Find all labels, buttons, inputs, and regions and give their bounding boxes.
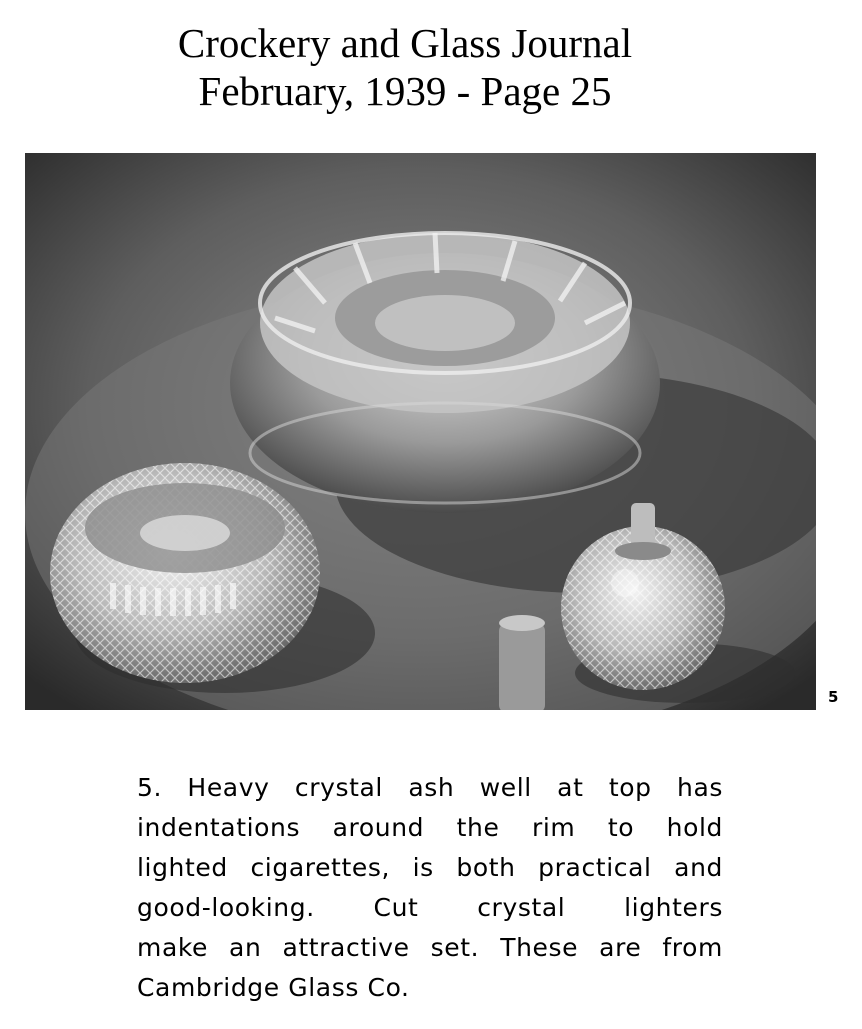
- caption-line: 5. Heavy crystal ash well at top has: [137, 773, 723, 802]
- caption-line: good-looking. Cut crystal lighters: [137, 893, 723, 922]
- glassware-illustration: [25, 153, 816, 710]
- caption-line: make an attractive set. These are from: [137, 933, 723, 962]
- caption-line: indentations around the rim to hold: [137, 813, 723, 842]
- figure-number: 5: [828, 688, 839, 706]
- journal-title: Crockery and Glass Journal: [177, 20, 633, 66]
- photo-caption: [137, 768, 723, 1008]
- page-header: [0, 20, 810, 116]
- product-photo: [25, 153, 816, 710]
- issue-date-page: February, 1939 - Page 25: [198, 68, 612, 114]
- caption-line: Cambridge Glass Co.: [137, 973, 410, 1002]
- caption-line: lighted cigarettes, is both practical and: [137, 853, 723, 882]
